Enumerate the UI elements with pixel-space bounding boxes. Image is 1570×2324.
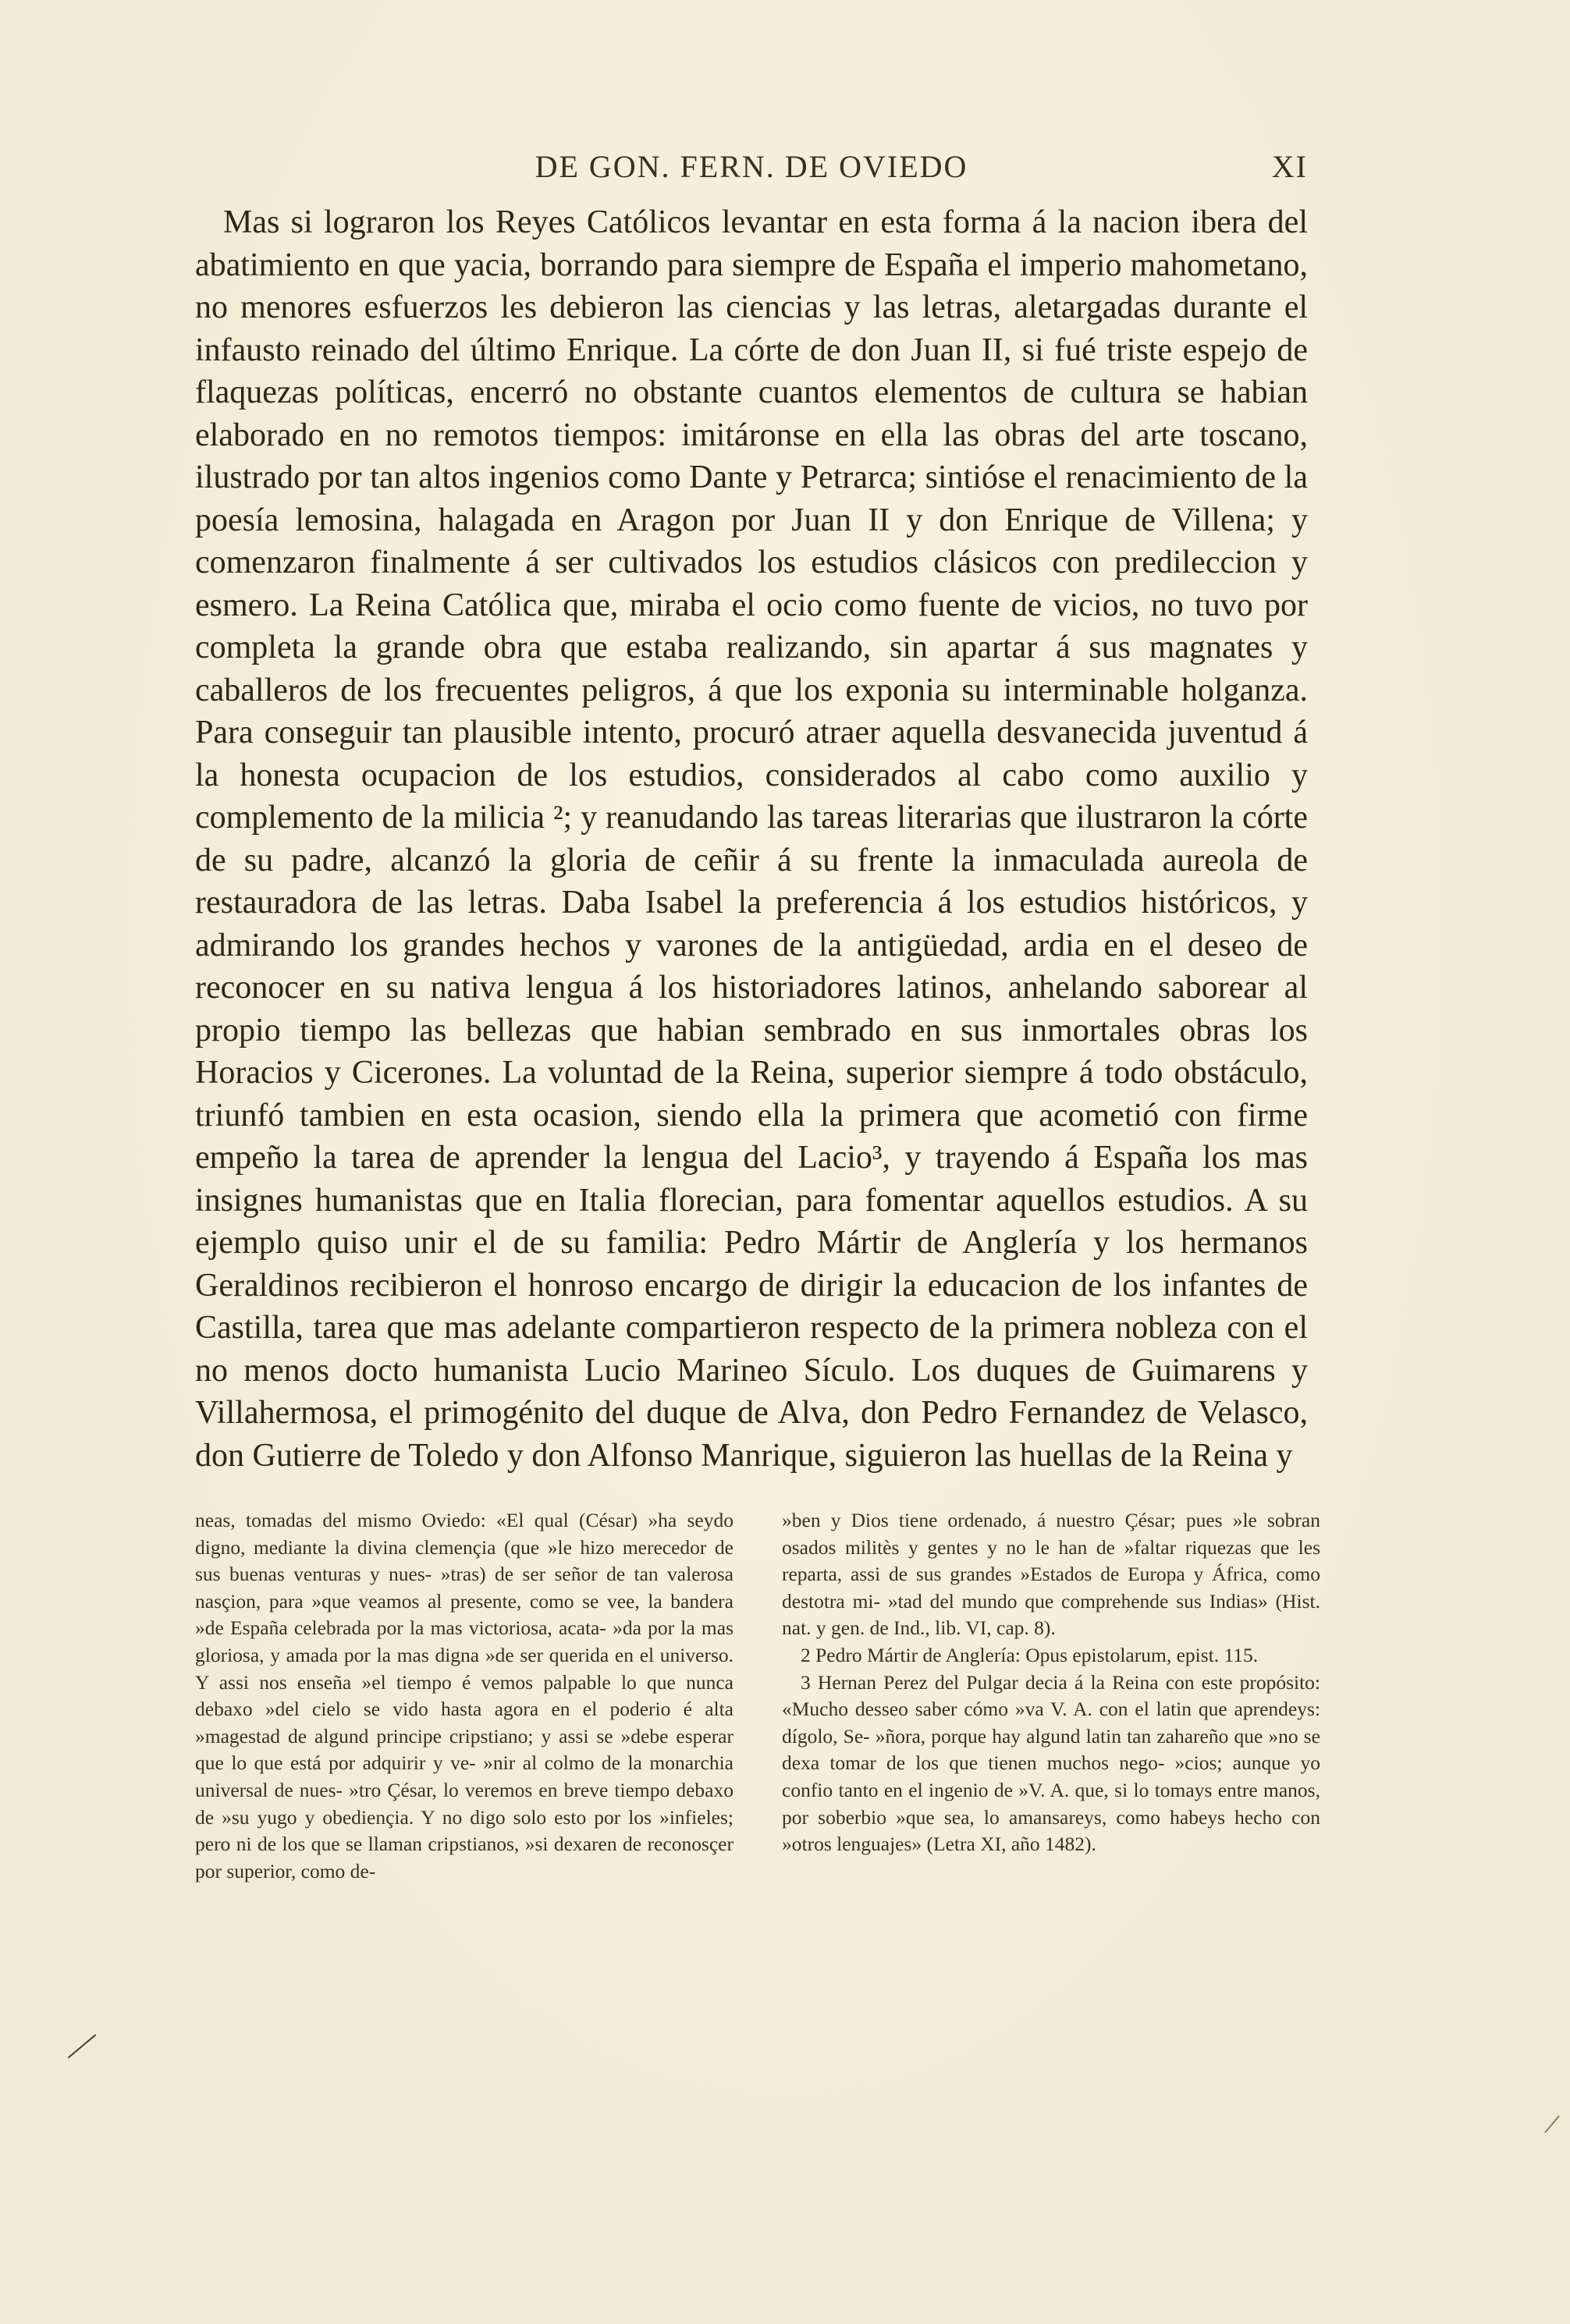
footnote-column-right: [782, 1507, 1320, 1858]
pencil-mark: [68, 2034, 97, 2058]
footnote-column-left: [195, 1507, 733, 1885]
margin-mark: [1544, 2116, 1560, 2134]
footnote-continuation: neas, tomadas del mismo Oviedo: «El qual (César) »ha seydo digno, mediante la divina clemençia (que »le hizo merecedor de sus buenas venturas y nues- »tras) de ser señor de tan valerosa nasçion, para »que veamos al presente, como se vee, la bandera »de España celebrada por la mas victoriosa, acata- »da por la mas gloriosa, y amada por la mas digna »de ser querida en el universo. Y assi nos enseña »el tiempo é vemos palpable lo que nunca debaxo »del cielo se vido hasta agora en el poderio é alta »magestad de algund principe cripstiano; y assi se »debe esperar que lo que está por adquirir y ve- »nir al colmo de la monarchia universal de nues- »tro Çésar, lo veremos en breve tiempo debaxo de »su yugo y obediençia. Y no digo solo esto por los »infieles; pero ni de los que se llaman cripstianos, »si dexaren de reconosçer por superior, como de-: [195, 1509, 733, 1882]
main-paragraph: Mas si lograron los Reyes Católicos levantar en esta forma á la nacion ibera del abatimiento en que yacia, borrando para siempre de España el imperio mahometano, no menores esfuerzos les debieron las ciencias y las letras, aletargadas durante el infausto reinado del último Enrique. La córte de don Juan II, si fué triste espejo de flaquezas políticas, encerró no obstante cuantos elementos de cultura se habian elaborado en no remotos tiempos: imitáronse en ella las obras del arte toscano, ilustrado por tan altos ingenios como Dante y Petrarca; sintióse el renacimiento de la poesía lemosina, halagada en Aragon por Juan II y don Enrique de Villena; y comenzaron finalmente á ser cultivados los estudios clásicos con predileccion y esmero. La Reina Católica que, miraba el ocio como fuente de vicios, no tuvo por completa la grande obra que estaba realizando, sin apartar á sus magnates y caballeros de los frecuentes peligros, á que los exponia su interminable holganza. Para conseguir tan plausible intento, procuró atraer aquella desvanecida juventud á la honesta ocupacion de los estudios, considerados al cabo como auxilio y complemento de la milicia ²; y reanudando las tareas literarias que ilustraron la córte de su padre, alcanzó la gloria de ceñir á su frente la inmaculada aureola de restauradora de las letras. Daba Isabel la preferencia á los estudios históricos, y admirando los grandes hechos y varones de la antigüedad, ardia en el deseo de reconocer en su nativa lengua á los historiadores latinos, anhelando saborear al propio tiempo las bellezas que habian sembrado en sus inmortales obras los Horacios y Cicerones. La voluntad de la Reina, superior siempre á todo obstáculo, triunfó tambien en esta ocasion, siendo ella la primera que acometió con firme empeño la tarea de aprender la lengua del Lacio³, y trayendo á España los mas insignes humanistas que en Italia florecian, para fomentar aquellos estudios. A su ejemplo quiso unir el de su familia: Pedro Mártir de Anglería y los hermanos Geraldinos recibieron el honroso encargo de dirigir la educacion de los infantes de Castilla, tarea que mas adelante compartieron respecto de la primera nobleza con el no menos docto humanista Lucio Marineo Sículo. Los duques de Guimarens y Villahermosa, el primogénito del duque de Alva, don Pedro Fernandez de Velasco, don Gutierre de Toledo y don Alfonso Manrique, siguieron las huellas de la Reina y: [195, 204, 1308, 1474]
page-number: XI: [1271, 149, 1308, 184]
footnote-3: 3 Hernan Perez del Pulgar decia á la Reina con este propósito: «Mucho desseo saber cómo »va V. A. con el latin que aprendeys: dígolo, Se- »ñora, porque hay algund latin tan zahareño que »no se dexa tomar de los que tienen muchos nego- »cios; aunque yo confio tanto en el ingenio de »V. A. que, si lo tomays entre manos, por soberbio »que sea, lo amansareys, como habeys hecho con »otros lenguajes» (Letra XI, año 1482).: [782, 1670, 1320, 1856]
footnote-2: 2 Pedro Mártir de Anglería: Opus epistolarum, epist. 115.: [801, 1643, 1259, 1666]
footnote-continuation-right: »ben y Dios tiene ordenado, á nuestro Çésar; pues »le sobran osados militès y gentes y no le han de »faltar riquezas que les reparta, assi de sus grandes »Estados de Europa y África, como destotra mi- »tad del mundo que comprehende sus Indias» (Hist. nat. y gen. de Ind., lib. VI, cap. 8).: [782, 1509, 1320, 1640]
running-title: DE GON. FERN. DE OVIEDO: [535, 149, 968, 184]
page-header: [195, 147, 1308, 187]
